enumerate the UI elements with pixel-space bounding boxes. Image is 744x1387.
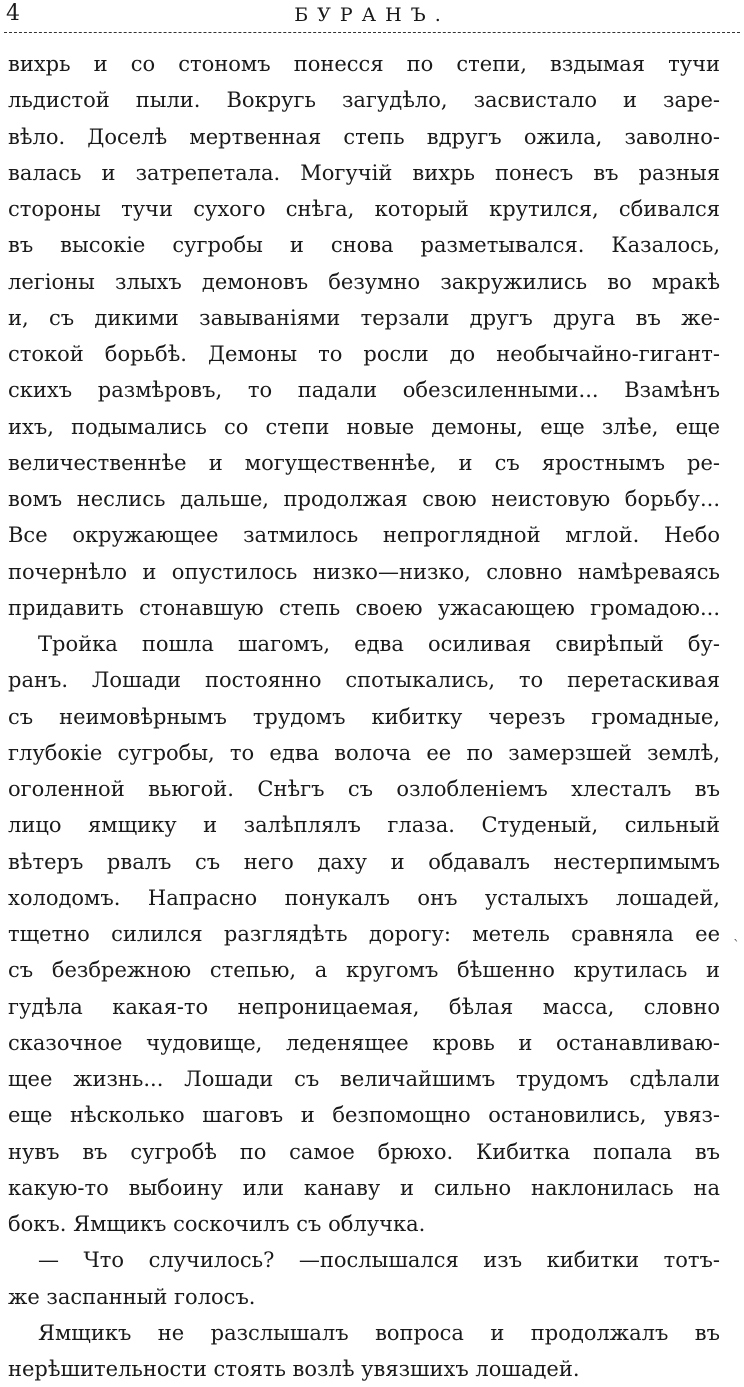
text-line: легіоны злыхъ демоновъ безумно закружились во мракѣ [8,269,720,294]
header-rule [4,32,740,33]
page-number: 4 [6,1,20,26]
text-line: глубокіе сугробы, то едва волоча ее по замерзшей землѣ, [8,740,720,765]
paragraph-end-line: же заспанный голосъ. [8,1284,256,1309]
text-line: тщетно силился разглядѣть дорогу: метель сравняла ее [8,922,720,946]
text-line: Все окружающее затмилось непроглядной мглой. Небо [8,523,720,548]
text-line: ихъ, подымались со степи новые демоны, еще злѣе, еще [8,414,720,439]
text-line: еще нѣсколько шаговъ и безпомощно остановились, увяз- [8,1103,720,1128]
text-line: гудѣла какая-то непроницаемая, бѣлая масса, словно [8,994,720,1019]
text-line: стокой борьбѣ. Демоны то росли до необычайно-гигант- [8,342,720,366]
margin-speck: ` [733,938,740,954]
text-line: съ неимовѣрнымъ трудомъ кибитку черезъ громадные, [8,704,720,729]
text-line: съ безбрежною степью, а кругомъ бѣшенно крутилась и [8,958,720,983]
text-line: оголенной вьюгой. Снѣгъ съ озлобленіемъ хлесталъ въ [8,777,720,801]
text-line: вихрь и со стономъ понесся по степи, вздымая тучи [8,52,720,76]
text-line: льдистой пыли. Вокругь загудѣло, засвистало и заре- [8,88,720,113]
text-line: щее жизнь... Лошади съ величайшимъ трудомъ сдѣлали [8,1067,720,1091]
text-line: какую-то выбоину или канаву и сильно наклонилась на [8,1175,720,1200]
text-body [8,46,720,1387]
text-line: придавить стонавшую степь своею ужасающею громадою... [8,595,720,620]
text-line: лицо ямщику и залѣплялъ глаза. Студеный, сильный [8,813,720,838]
text-line: нувъ въ сугробѣ по самое брюхо. Кибитка попала въ [8,1139,720,1164]
text-line: холодомъ. Напрасно понукалъ онъ усталыхъ лошадей, [8,885,720,910]
text-line: почернѣло и опустилось низко—низко, словно намѣреваясь [8,559,720,584]
paragraph-end-line: нерѣшительности стоять возлѣ увязшихъ лошадей. [8,1357,580,1381]
text-line: вѣло. Доселѣ мертвенная степь вдругъ ожила, заволно- [8,124,720,149]
text-line: ранъ. Лошади постоянно спотыкались, то перетаскивая [8,668,720,693]
paragraph-start-line: Тройка пошла шагомъ, едва осиливая свирѣпый бу- [38,632,720,656]
text-line: стороны тучи сухого снѣга, который крутился, сбивался [8,197,720,221]
paragraph-start-line: Ямщикъ не разслышалъ вопроса и продолжалъ въ [38,1320,720,1345]
text-line: сказочное чудовище, леденящее кровь и останавливаю- [8,1030,720,1055]
text-line: величественнѣе и могущественнѣе, и съ яростнымъ ре- [8,450,720,475]
text-line: вомъ неслись дальше, продолжая свою неистовую борьбу... [8,487,720,511]
dialogue-line: — Что случилось? —послышался изъ кибитки тотъ- [38,1248,720,1273]
paragraph-end-line: бокъ. Ямщикъ соскочилъ съ облучка. [8,1212,426,1236]
text-line: валась и затрепетала. Могучій вихрь понесъ въ разныя [8,160,720,185]
text-line: вѣтеръ рвалъ съ него даху и обдавалъ нестерпимымъ [8,849,720,874]
text-line: въ высокіе сугробы и снова разметывался. Казалось, [8,233,720,258]
running-title: БУРАНЪ. [294,4,450,26]
text-line: скихъ размѣровъ, то падали обезсиленными... Взамѣнъ [8,378,720,403]
text-line: и, съ дикими завываніями терзали другъ друга въ же- [8,305,720,330]
page-header [0,0,744,40]
